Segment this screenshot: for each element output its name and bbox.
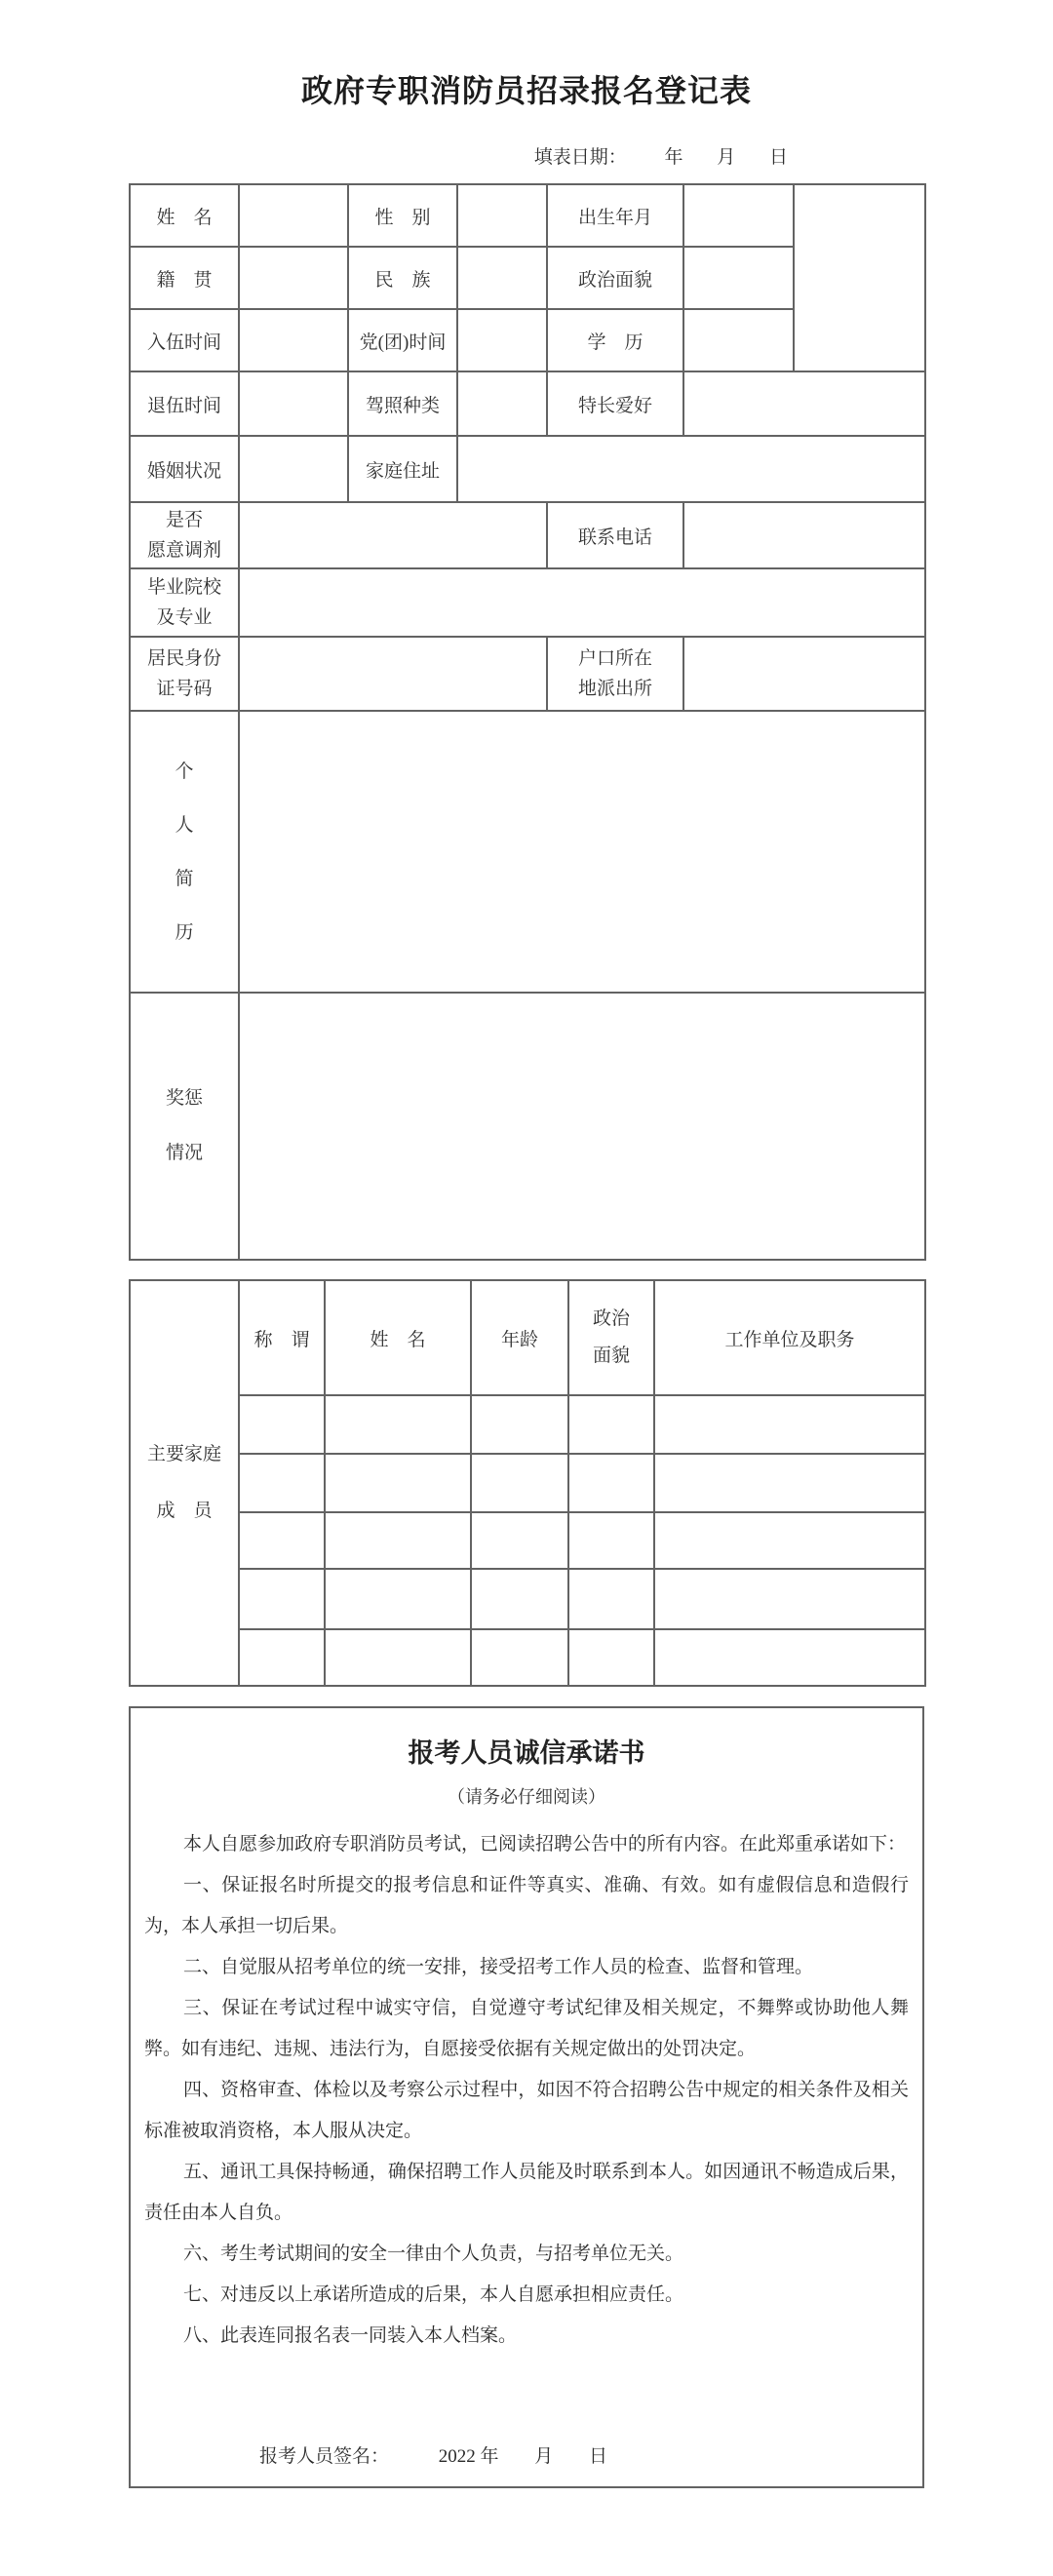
fill-date-day: 日	[768, 147, 788, 168]
table-row	[130, 502, 925, 568]
table-row	[130, 993, 925, 1260]
table-row	[130, 637, 925, 711]
license-type-value-cell	[457, 371, 547, 436]
integrity-promise-section	[129, 1706, 924, 2488]
birth-value-cell	[683, 184, 794, 247]
signature-year: 2022 年	[438, 2446, 499, 2467]
ethnicity-value-cell	[457, 247, 547, 309]
enlist-time-label: 入伍时间	[130, 309, 239, 371]
promise-body	[131, 1824, 922, 2357]
table-row	[130, 436, 925, 502]
ethnicity-label: 民 族	[348, 247, 457, 309]
fill-date-line	[129, 142, 924, 172]
resume-value-cell	[239, 711, 925, 993]
empty-cell	[471, 1512, 568, 1569]
table-row	[130, 568, 925, 637]
fill-date-month: 月	[717, 147, 736, 168]
empty-cell	[239, 1629, 325, 1686]
id-number-label: 居民身份 证号码	[130, 637, 239, 711]
promise-item-3: 三、保证在考试过程中诚实守信，自觉遵守考试纪律及相关规定，不舞弊或协助他人舞弊。如有违纪、违规、违法行为，自愿接受依据有关规定做出的处罚决定。	[144, 1998, 909, 2059]
phone-value-cell	[683, 502, 925, 568]
empty-cell	[654, 1512, 925, 1569]
table-row	[130, 711, 925, 993]
native-place-label: 籍 贯	[130, 247, 239, 309]
empty-cell	[325, 1569, 471, 1629]
transfer-willing-label: 是否 愿意调剂	[130, 502, 239, 568]
family-name-header: 姓 名	[325, 1280, 471, 1395]
promise-item-6: 六、考生考试期间的安全一律由个人负责，与招考单位无关。	[183, 2244, 684, 2264]
promise-subtitle: （请务必仔细阅读）	[448, 1787, 605, 1807]
gender-label: 性 别	[348, 184, 457, 247]
table-row	[130, 371, 925, 436]
empty-cell	[471, 1569, 568, 1629]
table-row	[130, 1454, 925, 1512]
resume-label: 个 人 简 历	[130, 711, 239, 993]
empty-cell	[654, 1454, 925, 1512]
page-title: 政府专职消防员招录报名登记表	[300, 73, 752, 108]
empty-cell	[471, 1629, 568, 1686]
promise-item-7: 七、对违反以上承诺所造成的后果，本人自愿承担相应责任。	[183, 2284, 684, 2305]
birth-label: 出生年月	[547, 184, 683, 247]
family-members-table	[129, 1279, 926, 1687]
discharge-time-label: 退伍时间	[130, 371, 239, 436]
promise-item-1: 一、保证报名时所提交的报考信息和证件等真实、准确、有效。如有虚假信息和造假行为，本人承担一切后果。	[144, 1875, 909, 1936]
party-time-value-cell	[457, 309, 547, 371]
home-address-value-cell	[457, 436, 925, 502]
hukou-station-label: 户口所在 地派出所	[547, 637, 683, 711]
empty-cell	[654, 1629, 925, 1686]
empty-cell	[471, 1395, 568, 1454]
discharge-time-value-cell	[239, 371, 348, 436]
empty-cell	[239, 1454, 325, 1512]
promise-title: 报考人员诚信承诺书	[408, 1738, 645, 1768]
promise-intro: 本人自愿参加政府专职消防员考试，已阅读招聘公告中的所有内容。在此郑重承诺如下：	[183, 1834, 907, 1854]
license-type-label: 驾照种类	[348, 371, 457, 436]
work-unit-header: 工作单位及职务	[654, 1280, 925, 1395]
specialty-label: 特长爱好	[547, 371, 683, 436]
school-major-value-cell	[239, 568, 925, 637]
awards-label: 奖惩 情况	[130, 993, 239, 1260]
promise-item-5: 五、通讯工具保持畅通，确保招聘工作人员能及时联系到本人。如因通讯不畅造成后果，责任由本人自负。	[144, 2162, 909, 2223]
transfer-willing-value-cell	[239, 502, 547, 568]
education-label: 学 历	[547, 309, 683, 371]
family-members-label: 主要家庭 成 员	[130, 1280, 239, 1686]
politics-header: 政治 面貌	[568, 1280, 654, 1395]
personal-info-table	[129, 183, 926, 1261]
table-row	[130, 1395, 925, 1454]
empty-cell	[239, 1395, 325, 1454]
empty-cell	[568, 1569, 654, 1629]
table-row	[130, 1569, 925, 1629]
id-number-value-cell	[239, 637, 547, 711]
fill-date-label: 填表日期：	[533, 147, 627, 168]
phone-label: 联系电话	[547, 502, 683, 568]
empty-cell	[239, 1512, 325, 1569]
empty-cell	[325, 1629, 471, 1686]
empty-cell	[471, 1454, 568, 1512]
hukou-station-value-cell	[683, 637, 925, 711]
home-address-label: 家庭住址	[348, 436, 457, 502]
education-value-cell	[683, 309, 794, 371]
empty-cell	[325, 1395, 471, 1454]
empty-cell	[654, 1395, 925, 1454]
table-row	[130, 1280, 925, 1395]
signature-label: 报考人员签名：	[259, 2446, 390, 2467]
politics-value-cell	[683, 247, 794, 309]
empty-cell	[568, 1629, 654, 1686]
promise-item-2: 二、自觉服从招考单位的统一安排，接受招考工作人员的检查、监督和管理。	[183, 1957, 814, 1977]
fill-date-year: 年	[664, 147, 683, 168]
gender-value-cell	[457, 184, 547, 247]
native-place-value-cell	[239, 247, 348, 309]
awards-value-cell	[239, 993, 925, 1260]
table-row	[130, 1629, 925, 1686]
empty-cell	[325, 1454, 471, 1512]
party-time-label: 党(团)时间	[348, 309, 457, 371]
promise-item-4: 四、资格审查、体检以及考察公示过程中，如因不符合招聘公告中规定的相关条件及相关标准被取消资格，本人服从决定。	[144, 2080, 909, 2141]
specialty-value-cell	[683, 371, 925, 436]
empty-cell	[568, 1512, 654, 1569]
empty-cell	[654, 1569, 925, 1629]
photo-cell	[794, 184, 925, 371]
table-row	[130, 1512, 925, 1569]
promise-item-8: 八、此表连同报名表一同装入本人档案。	[183, 2325, 518, 2346]
marriage-label: 婚姻状况	[130, 436, 239, 502]
enlist-time-value-cell	[239, 309, 348, 371]
age-header: 年龄	[471, 1280, 568, 1395]
empty-cell	[239, 1569, 325, 1629]
table-row	[130, 184, 925, 247]
politics-label: 政治面貌	[547, 247, 683, 309]
empty-cell	[568, 1395, 654, 1454]
signature-day: 日	[589, 2446, 608, 2467]
name-label: 姓 名	[130, 184, 239, 247]
signature-line	[131, 2441, 922, 2468]
empty-cell	[325, 1512, 471, 1569]
name-value-cell	[239, 184, 348, 247]
school-major-label: 毕业院校 及专业	[130, 568, 239, 637]
relation-header: 称 谓	[239, 1280, 325, 1395]
signature-month: 月	[534, 2446, 554, 2467]
empty-cell	[568, 1454, 654, 1512]
marriage-value-cell	[239, 436, 348, 502]
